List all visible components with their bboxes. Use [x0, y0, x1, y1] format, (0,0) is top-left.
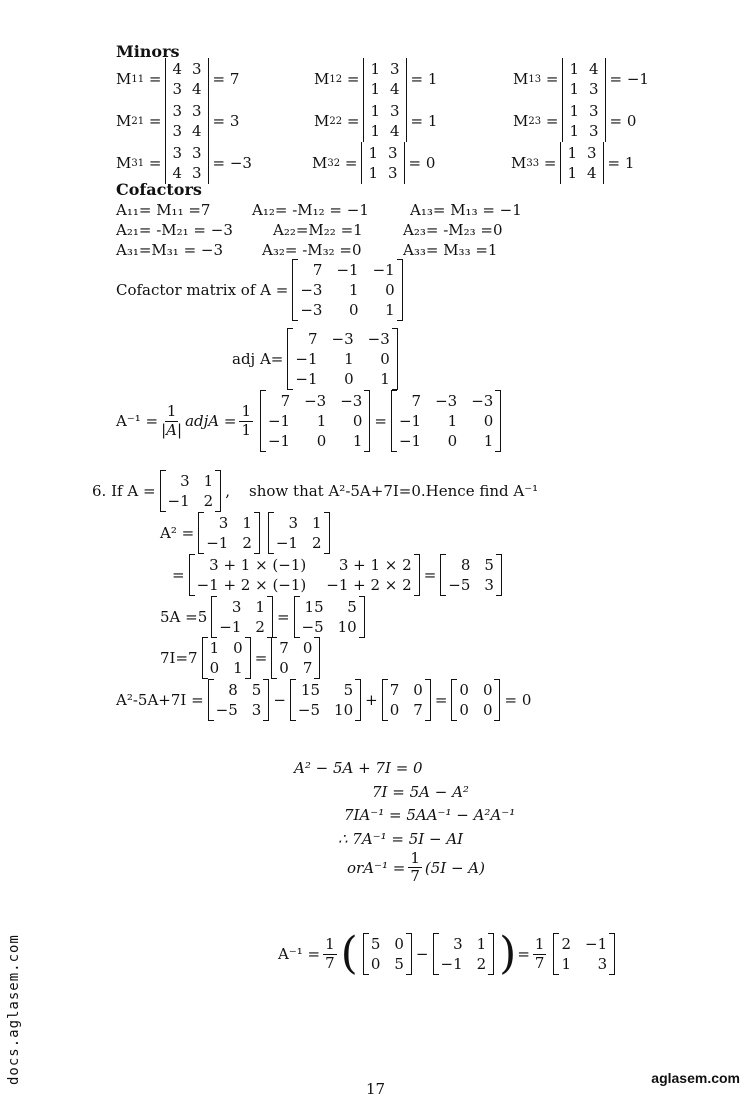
minors-heading: Minors — [116, 42, 180, 61]
minor-m22: M 22 = 1 3 1 4 = 1 — [314, 102, 438, 140]
right-paren: ) — [499, 928, 517, 979]
cell: 0 — [233, 639, 243, 657]
cell: 7 — [307, 330, 318, 348]
question-lead: If A = — [111, 482, 156, 500]
cell: 0 — [413, 681, 423, 699]
cell: 3 — [172, 102, 182, 120]
cofactor-a12: A₁₂= -M₁₂ = −1 — [252, 201, 369, 219]
cell: 7 — [411, 392, 422, 410]
cell: −1 — [219, 618, 242, 636]
minor-label: M — [511, 154, 527, 172]
cell: 1 — [233, 659, 243, 677]
cell: 1 — [352, 432, 363, 450]
minor-sub: 31 — [131, 157, 145, 169]
cell: 1 — [311, 514, 322, 532]
cell: −1 — [398, 432, 422, 450]
cell: 4 — [588, 60, 599, 78]
cell: 5 — [347, 598, 357, 616]
minor-m33: M 33 = 1 3 1 4 = 1 — [511, 144, 635, 182]
cell: 1 — [483, 432, 494, 450]
cell: 4 — [191, 80, 202, 98]
minor-m12: M 12 = 1 3 1 4 = 1 — [314, 60, 438, 98]
cell: 2 — [242, 534, 252, 552]
numerator: 1 — [325, 935, 335, 954]
matrix — [391, 390, 501, 452]
cell: −3 — [435, 392, 458, 410]
cofactor-a22: A₂₂=M₂₂ =1 — [273, 221, 363, 239]
fraction — [533, 936, 547, 972]
cell: 7 — [280, 392, 291, 410]
cell: 3 + 1 × (−1) — [209, 556, 307, 574]
derivation-line-2 — [372, 783, 469, 801]
minor-m31: M 31 = 3 3 4 3 = −3 — [116, 144, 252, 182]
cell: 1 — [242, 514, 252, 532]
minor-sub: 22 — [329, 115, 343, 127]
cell: −1 + 2 × 2 — [326, 576, 412, 594]
minor-m32: M 32 = 1 3 1 3 = 0 — [312, 144, 436, 182]
cell: 3 — [588, 122, 599, 140]
minor-label: M — [312, 154, 328, 172]
cell: 1 — [447, 412, 458, 430]
question-6 — [92, 470, 538, 512]
equals: = — [517, 945, 530, 963]
cell: 0 — [389, 701, 400, 719]
minus: − — [415, 945, 429, 963]
seven-i — [160, 637, 324, 679]
minor-result: = −3 — [212, 154, 252, 172]
numerator: 1 — [410, 849, 420, 867]
cell: 1 — [567, 164, 577, 182]
cell: 1 — [203, 472, 214, 490]
cell: 1 — [368, 144, 378, 162]
cell: 5 — [251, 681, 262, 699]
derivation-line-1 — [294, 759, 423, 777]
derivation-lhs: 7IA⁻¹ — [344, 806, 385, 824]
cofactor-a13: A₁₃= M₁₃ = −1 — [410, 201, 522, 219]
denominator: 7 — [410, 867, 420, 886]
cell: 0 — [459, 681, 469, 699]
cofactor-a11: A₁₁= M₁₁ =7 — [116, 201, 211, 219]
cell: −1 — [585, 935, 608, 953]
left-paren: ( — [340, 928, 358, 979]
cell: 1 — [370, 60, 380, 78]
denominator: |A| — [161, 420, 183, 439]
cell: 2 — [311, 534, 322, 552]
cell: 0 — [352, 412, 363, 430]
cell: 1 — [316, 412, 327, 430]
cell: 0 — [316, 432, 327, 450]
cell: −1 — [167, 492, 190, 510]
cell: −1 — [372, 261, 395, 279]
cell: 3 — [484, 576, 494, 594]
cell: 7 — [413, 701, 423, 719]
cell: 10 — [334, 701, 354, 719]
minor-sub: 11 — [131, 73, 145, 85]
cell: 1 — [380, 370, 390, 388]
fraction — [161, 403, 182, 439]
cell: 3 + 1 × 2 — [338, 556, 412, 574]
cell: −3 — [471, 392, 494, 410]
cell: 1 — [349, 281, 359, 299]
fraction — [323, 936, 337, 972]
minor-result: = 1 — [607, 154, 635, 172]
derivation-rhs: = 5I − AI — [391, 830, 464, 848]
cell: 3 — [191, 144, 202, 162]
cell: 3 — [231, 598, 242, 616]
cell: 3 — [288, 514, 298, 532]
derivation-tail: (5I − A) — [424, 858, 485, 877]
matrix — [290, 679, 361, 721]
cell: 0 — [349, 301, 359, 319]
cell: 5 — [484, 556, 494, 574]
cofactors-heading: Cofactors — [116, 180, 202, 199]
matrix — [211, 596, 273, 638]
matrix — [271, 637, 320, 679]
verification — [116, 679, 531, 721]
side-watermark: docs.aglasem.com — [6, 934, 22, 1085]
equals: = — [276, 608, 290, 626]
minor-sub: 33 — [526, 157, 540, 169]
cell: −1 + 2 × (−1) — [196, 576, 307, 594]
a-squared-expansion — [172, 554, 506, 596]
determinant — [560, 142, 603, 184]
minor-result: = 7 — [212, 70, 240, 88]
matrix — [294, 596, 365, 638]
cell: 0 — [483, 412, 494, 430]
minor-label: M — [513, 70, 529, 88]
minor-sub: 32 — [327, 157, 341, 169]
cell: 3 — [387, 164, 398, 182]
cell: −1 — [206, 534, 229, 552]
cell: 3 — [180, 472, 190, 490]
cell: 3 — [389, 60, 400, 78]
derivation-rhs: = 5AA⁻¹ − A²A⁻¹ — [389, 806, 516, 824]
cell: 0 — [302, 639, 313, 657]
minor-m23: M 23 = 1 3 1 3 = 0 — [513, 102, 637, 140]
cell: 5 — [370, 935, 381, 953]
final-inverse — [278, 928, 619, 979]
determinant — [361, 142, 404, 184]
minor-label: M — [513, 112, 529, 130]
inverse-formula — [116, 390, 505, 452]
cell: 2 — [203, 492, 214, 510]
minus: − — [273, 691, 286, 709]
cofactor-a21: A₂₁= -M₂₁ = −3 — [116, 221, 233, 239]
plus: + — [365, 691, 378, 709]
cell: −1 — [295, 350, 318, 368]
cell: 1 — [561, 955, 572, 973]
cell: 3 — [191, 164, 202, 182]
cell: 0 — [209, 659, 220, 677]
derivation-line-4 — [338, 830, 463, 848]
cell: −5 — [297, 701, 321, 719]
cell: 2 — [561, 935, 572, 953]
fraction — [239, 403, 253, 439]
matrix — [553, 933, 615, 975]
cell: −3 — [340, 392, 363, 410]
determinant — [165, 58, 208, 100]
cell: 1 — [209, 639, 220, 657]
matrix — [287, 328, 397, 390]
cell: 3 — [172, 144, 182, 162]
cell: −3 — [367, 330, 390, 348]
denominator: 7 — [534, 953, 545, 972]
minor-label: M — [314, 70, 330, 88]
minor-label: M — [116, 154, 132, 172]
cell: 3 — [586, 144, 597, 162]
numerator: 1 — [241, 402, 251, 421]
five-a-label: 5A =5 — [160, 608, 208, 626]
derivation-line-3 — [344, 806, 515, 824]
equals: = — [254, 649, 268, 667]
derivation-rhs: = 0 — [395, 759, 423, 777]
cell: −3 — [300, 301, 323, 319]
equals: = — [172, 566, 185, 584]
a-squared-label: A² = — [160, 524, 195, 542]
a-squared-product — [160, 512, 334, 554]
determinant — [562, 100, 605, 142]
matrix — [160, 470, 222, 512]
cofactor-a23: A₂₃= -M₂₃ =0 — [403, 221, 503, 239]
minor-m21: M 21 = 3 3 3 4 = 3 — [116, 102, 240, 140]
minor-sub: 21 — [131, 115, 145, 127]
five-a — [160, 596, 369, 638]
check-label: A²-5A+7I = — [116, 691, 204, 709]
inverse-label: A⁻¹ = — [116, 412, 159, 430]
cell: 3 — [588, 80, 599, 98]
minor-label: M — [314, 112, 330, 130]
cofactor-matrix — [116, 259, 407, 321]
minor-label: M — [116, 70, 132, 88]
derivation-lhs: orA⁻¹ = — [347, 858, 406, 877]
cell: 3 — [588, 102, 599, 120]
cell: 7 — [389, 681, 400, 699]
matrix — [440, 554, 502, 596]
cell: 1 — [370, 102, 380, 120]
cell: 5 — [343, 681, 354, 699]
cell: 3 — [218, 514, 229, 532]
cell: 8 — [228, 681, 238, 699]
cell: −1 — [336, 261, 359, 279]
numerator: 1 — [534, 935, 545, 954]
cofactor-a33: A₃₃= M₃₃ =1 — [403, 241, 498, 259]
cell: 10 — [337, 618, 357, 636]
cell: 2 — [255, 618, 265, 636]
cofactor-matrix-label: Cofactor matrix of A = — [116, 281, 289, 299]
cell: 0 — [394, 935, 404, 953]
cell: 0 — [380, 350, 390, 368]
cell: 15 — [300, 681, 321, 699]
minor-result: = 1 — [410, 112, 438, 130]
fraction — [408, 850, 422, 886]
cell: 4 — [172, 60, 182, 78]
minor-result: = −1 — [609, 70, 649, 88]
denominator: 7 — [325, 953, 335, 972]
derivation-lhs: 7I — [372, 783, 388, 801]
cell: 0 — [385, 281, 395, 299]
question-statement: show that A²-5A+7I=0.Hence find A⁻¹ — [249, 482, 539, 500]
minor-m11: M 11 = 4 3 3 4 = 7 — [116, 60, 240, 98]
equals-zero: = 0 — [504, 691, 532, 709]
matrix — [292, 259, 402, 321]
matrix — [202, 637, 251, 679]
minor-result: = 3 — [212, 112, 240, 130]
matrix — [198, 512, 260, 554]
determinant — [165, 142, 208, 184]
cell: 0 — [482, 681, 493, 699]
brand-link[interactable]: aglasem.com — [651, 1070, 740, 1086]
cell: 4 — [191, 122, 202, 140]
cell: −3 — [331, 330, 354, 348]
adj-label: adj A= — [232, 350, 284, 368]
cell: 4 — [172, 164, 182, 182]
cell: 3 — [191, 60, 202, 78]
cell: 0 — [279, 659, 289, 677]
cell: 1 — [476, 935, 487, 953]
cell: 3 — [597, 955, 608, 973]
cell: −1 — [440, 955, 463, 973]
cell: 7 — [312, 261, 323, 279]
adjoint-matrix — [232, 328, 402, 390]
cell: 3 — [453, 935, 463, 953]
minor-result: = 1 — [410, 70, 438, 88]
cell: 1 — [344, 350, 354, 368]
determinant — [363, 58, 406, 100]
cofactor-a31: A₃₁=M₃₁ = −3 — [116, 241, 224, 259]
question-number: 6. — [92, 482, 107, 500]
matrix — [260, 390, 370, 452]
determinant — [165, 100, 208, 142]
cell: 8 — [460, 556, 471, 574]
minor-result: = 0 — [609, 112, 637, 130]
cell: 5 — [394, 955, 404, 973]
cell: 1 — [385, 301, 395, 319]
derivation-rhs: = 5A − A² — [392, 783, 469, 801]
matrix — [451, 679, 500, 721]
determinant — [363, 100, 406, 142]
seven-i-label: 7I=7 — [160, 649, 198, 667]
page-number: 17 — [366, 1080, 386, 1098]
derivation-lhs: A² − 5A + 7I — [294, 759, 391, 777]
cell: −1 — [295, 370, 318, 388]
cell: 0 — [344, 370, 354, 388]
adj-text: adjA = — [185, 412, 237, 430]
cell: −5 — [215, 701, 238, 719]
cell: 1 — [569, 80, 579, 98]
matrix — [382, 679, 431, 721]
cell: −1 — [267, 412, 291, 430]
cell: 3 — [387, 144, 398, 162]
cell: 3 — [172, 80, 182, 98]
matrix — [268, 512, 330, 554]
cell: −3 — [300, 281, 323, 299]
numerator: 1 — [166, 402, 177, 421]
cell: −1 — [398, 412, 422, 430]
cell: 1 — [567, 144, 577, 162]
matrix — [189, 554, 420, 596]
minor-sub: 23 — [528, 115, 542, 127]
cell: −5 — [448, 576, 471, 594]
matrix — [433, 933, 495, 975]
cell: 2 — [476, 955, 487, 973]
cell: 0 — [482, 701, 493, 719]
cell: 0 — [370, 955, 381, 973]
cell: 7 — [302, 659, 313, 677]
derivation-lhs: ∴ 7A⁻¹ — [338, 830, 387, 848]
matrix — [363, 933, 412, 975]
cell: −1 — [267, 432, 291, 450]
equals: = — [374, 412, 387, 430]
minor-result: = 0 — [408, 154, 436, 172]
cell: 1 — [569, 102, 579, 120]
cell: 4 — [389, 122, 400, 140]
comma: , — [225, 482, 230, 500]
cell: −3 — [304, 392, 327, 410]
equals: = — [423, 566, 437, 584]
cell: 1 — [569, 122, 579, 140]
cell: 1 — [370, 122, 380, 140]
cell: 3 — [389, 102, 400, 120]
cell: 3 — [172, 122, 182, 140]
cell: 15 — [304, 598, 324, 616]
cell: 7 — [279, 639, 289, 657]
minor-sub: 12 — [329, 73, 343, 85]
cell: −1 — [275, 534, 298, 552]
cell: 0 — [459, 701, 469, 719]
denominator: 1 — [241, 420, 251, 439]
cell: 4 — [586, 164, 597, 182]
cell: 1 — [255, 598, 265, 616]
final-label: A⁻¹ = — [278, 945, 321, 963]
cell: −5 — [301, 618, 324, 636]
cell: 3 — [251, 701, 262, 719]
cell: 3 — [191, 102, 202, 120]
cofactor-a32: A₃₂= -M₃₂ =0 — [262, 241, 362, 259]
cell: 1 — [370, 80, 380, 98]
cell: 1 — [368, 164, 378, 182]
minor-label: M — [116, 112, 132, 130]
cell: 0 — [447, 432, 458, 450]
matrix — [208, 679, 270, 721]
cell: 1 — [569, 60, 579, 78]
derivation-line-5 — [347, 850, 485, 886]
minor-m13: M 13 = 1 4 1 3 = −1 — [513, 60, 649, 98]
determinant — [562, 58, 605, 100]
cell: 4 — [389, 80, 400, 98]
minor-sub: 13 — [528, 73, 542, 85]
equals: = — [434, 691, 448, 709]
